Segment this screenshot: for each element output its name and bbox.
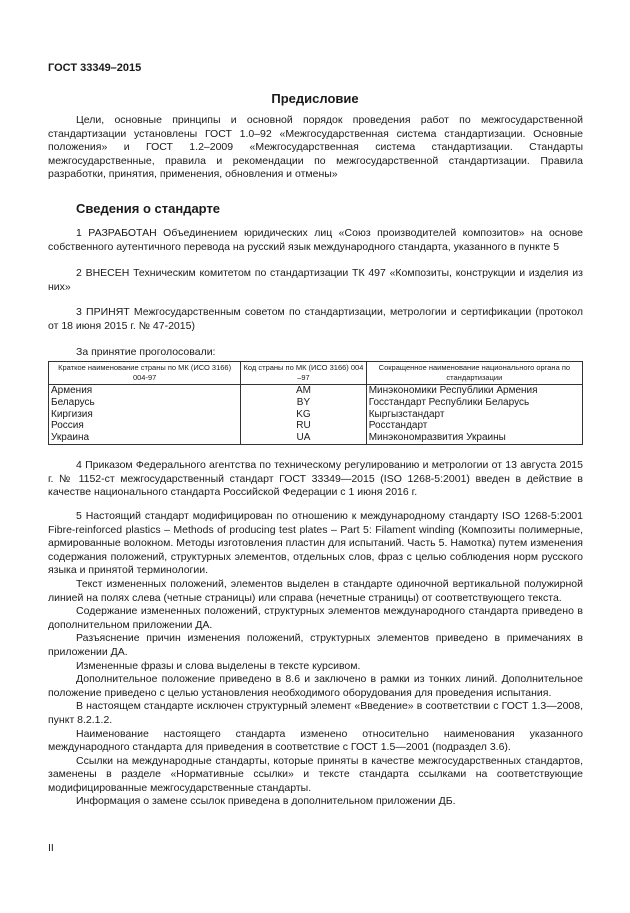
p5-text: Содержание измененных положений, структурных элементов международного стандарта приведено в дополнительном приложении ДА. — [48, 605, 583, 631]
p5-text: Разъяснение причин изменения положений, структурных элементов приведено в примечаниях в приложении ДА. — [48, 632, 583, 658]
standards-body-cell: Минэкономики Республики Армения — [366, 385, 582, 397]
table-row — [49, 397, 583, 409]
document-code: ГОСТ 33349–2015 — [48, 62, 142, 74]
paragraph-5 — [48, 510, 583, 809]
votes-caption: За принятие проголосовали: — [76, 346, 216, 358]
country-cell: Беларусь — [49, 397, 241, 409]
info-section-title: Сведения о стандарте — [76, 201, 221, 216]
p5-text: 5 Настоящий стандарт модифицирован по отношению к международному стандарту ISO 1268-5:2001 Fibre-reinforced plastics – Methods of producing test plates – Part 5: Filament winding (Композиты полимерные, армированные волокном. Методы изготовления пластин для испытаний. Часть 5. Намотка) путем изменения содержания положений, структурных элементов, отдельных слов, фраз с целью соблюдения норм русского языка и принятой терминологии. — [48, 510, 583, 577]
p5-text: В настоящем стандарте исключен структурный элемент «Введение» в соответствии с ГОСТ 1.3—2008, пункт 8.2.1.2. — [48, 700, 583, 726]
table-row — [49, 385, 583, 397]
standards-body-cell: Росстандарт — [366, 420, 582, 432]
standards-body-cell: Минэкономразвития Украины — [366, 432, 582, 444]
preface-title: Предисловие — [271, 91, 359, 106]
p5-text: Дополнительное положение приведено в 8.6 и заключено в рамки из тонких линий. Дополнительное положение приведено с целью установления необходимого оборудования для проведения испытания. — [48, 673, 583, 699]
p5-text: Текст измененных положений, элементов выделен в стандарте одиночной вертикальной полужирной линией на полях слева (четные страницы) или справа (нечетные страницы) от соответствующего текста. — [48, 577, 583, 604]
p5-text: Наименование настоящего стандарта изменено относительно наименования указанного международного стандарта для приведения в соответствие с ГОСТ 1.5—2001 (подраздел 3.6). — [48, 727, 583, 754]
info-paragraph-2 — [48, 267, 583, 294]
preface-text: Цели, основные принципы и основной порядок проведения работ по межгосударственной стандартизации установлены ГОСТ 1.0–92 «Межгосударственная система стандартизации. Основные положения» и ГОСТ 1.2–2009 «Межгосударственная система стандартизации. Стандарты межгосударственные, правила и рекомендации по межгосударственной стандартизации. Правила разработки, принятия, применения, обновления и отмены» — [48, 114, 583, 181]
standards-body-cell: Госстандарт Республики Беларусь — [366, 397, 582, 409]
paragraph-4 — [48, 459, 583, 500]
country-cell: Украина — [49, 432, 241, 444]
table-row — [49, 409, 583, 421]
country-cell: Армения — [49, 385, 241, 397]
table-row — [49, 420, 583, 432]
preface-paragraph — [48, 114, 583, 182]
info-paragraph-3 — [48, 306, 583, 333]
info-p2-text: 2 ВНЕСЕН Техническим комитетом по стандартизации ТК 497 «Композиты, конструкции и изделия из них» — [48, 267, 583, 293]
votes-header-country: Краткое наименование страны по МК (ИСО 3166) 004-97 — [49, 362, 241, 385]
p4-text: 4 Приказом Федерального агентства по техническому регулированию и метрологии от 13 августа 2015 г. № 1152-ст межгосударственный стандарт ГОСТ 33349—2015 (ISO 1268-5:2001) введен в действие в качестве национального стандарта Российской Федерации с 1 июня 2016 г. — [48, 459, 583, 499]
info-paragraph-1 — [48, 227, 583, 254]
votes-header-body: Сокращенное наименование национального органа по стандартизации — [366, 362, 582, 385]
page-number: II — [48, 842, 54, 854]
votes-table-header-row — [49, 362, 583, 385]
country-code-cell: KG — [241, 409, 366, 421]
table-row — [49, 432, 583, 444]
p5-text: Информация о замене ссылок приведена в дополнительном приложении ДБ. — [76, 795, 456, 808]
country-cell: Киргизия — [49, 409, 241, 421]
country-code-cell: BY — [241, 397, 366, 409]
country-code-cell: RU — [241, 420, 366, 432]
standards-body-cell: Кыргызстандарт — [366, 409, 582, 421]
votes-table — [48, 361, 583, 445]
votes-header-code: Код страны по МК (ИСО 3166) 004 –97 — [241, 362, 366, 385]
p5-text: Ссылки на международные стандарты, которые приняты в качестве межгосударственных стандартов, заменены в разделе «Нормативные ссылки» и тексте стандарта ссылками на соответствующие модифицированные межгосударственные стандарты. — [48, 754, 583, 794]
country-code-cell: AM — [241, 385, 366, 397]
country-code-cell: UA — [241, 432, 366, 444]
p5-text: Измененные фразы и слова выделены в тексте курсивом. — [76, 659, 361, 672]
country-cell: Россия — [49, 420, 241, 432]
info-p1-text: 1 РАЗРАБОТАН Объединением юридических лиц «Союз производителей композитов» на основе собственного аутентичного перевода на русский язык международного стандарта, указанного в пункте 5 — [48, 227, 583, 253]
info-p3-text: 3 ПРИНЯТ Межгосударственным советом по стандартизации, метрологии и сертификации (протокол от 18 июня 2015 г. № 47-2015) — [48, 306, 583, 332]
